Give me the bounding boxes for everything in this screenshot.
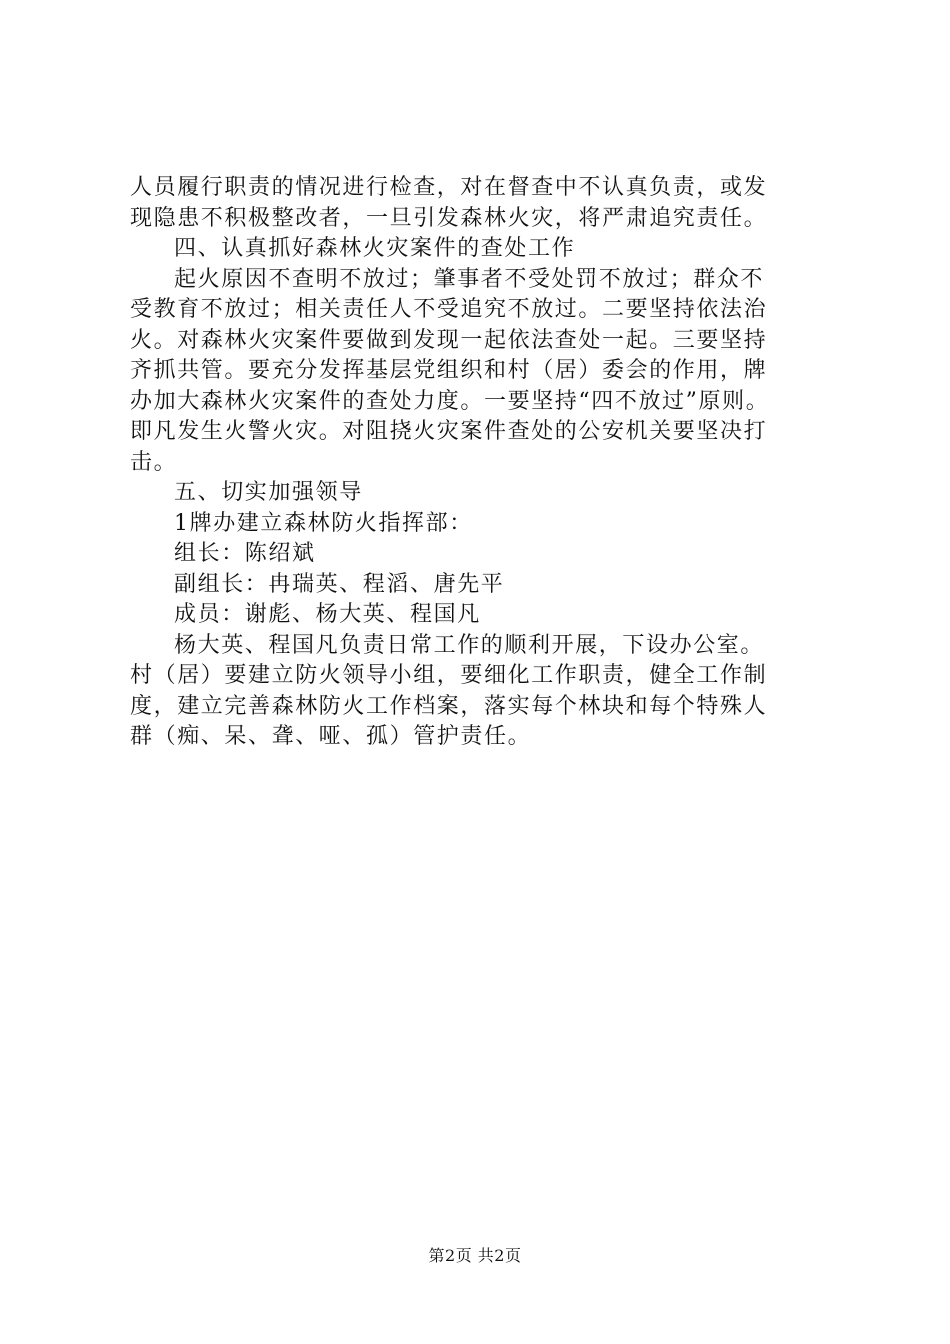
text-line: 火。对森林火灾案件要做到发现一起依法查处一起。三要坚持 [130, 327, 768, 353]
section-heading: 五、切实加强领导 [174, 480, 363, 505]
text-line: 即凡发生火警火灾。对阻挠火灾案件查处的公安机关要坚决打 [130, 419, 768, 444]
text-line: 1牌办建立森林防火指挥部： [174, 510, 473, 536]
page-number-footer: 第2页 共2页 [428, 1246, 522, 1265]
document-body [130, 173, 830, 753]
text-line: 受教育不放过；相关责任人不受追究不放过。二要坚持依法治 [130, 297, 768, 322]
text-line: 副组长：冉瑞英、程滔、唐先平 [174, 571, 505, 597]
text-line: 人员履行职责的情况进行检查，对在督查中不认真负责，或发 [130, 175, 768, 200]
section-heading: 四、认真抓好森林火灾案件的查处工作 [174, 236, 576, 261]
text-line: 起火原因不查明不放过；肇事者不受处罚不放过；群众不 [174, 266, 765, 292]
text-line: 击。 [130, 449, 178, 475]
text-line: 齐抓共管。要充分发挥基层党组织和村（居）委会的作用，牌 [130, 358, 768, 383]
text-line: 群（痴、呆、聋、哑、孤）管护责任。 [130, 724, 532, 749]
text-line: 现隐患不积极整改者，一旦引发森林火灾，将严肃追究责任。 [130, 205, 768, 231]
text-line: 组长：陈绍斌 [174, 541, 316, 566]
text-line: 杨大英、程国凡负责日常工作的顺利开展，下设办公室。 [174, 632, 765, 658]
text-line: 村（居）要建立防火领导小组，要细化工作职责，健全工作制 [130, 663, 768, 688]
text-line: 度，建立完善森林防火工作档案，落实每个林块和每个特殊人 [130, 693, 768, 719]
text-line: 成员：谢彪、杨大英、程国凡 [174, 602, 481, 627]
text-line: 办加大森林火灾案件的查处力度。一要坚持“四不放过”原则。 [130, 388, 770, 414]
